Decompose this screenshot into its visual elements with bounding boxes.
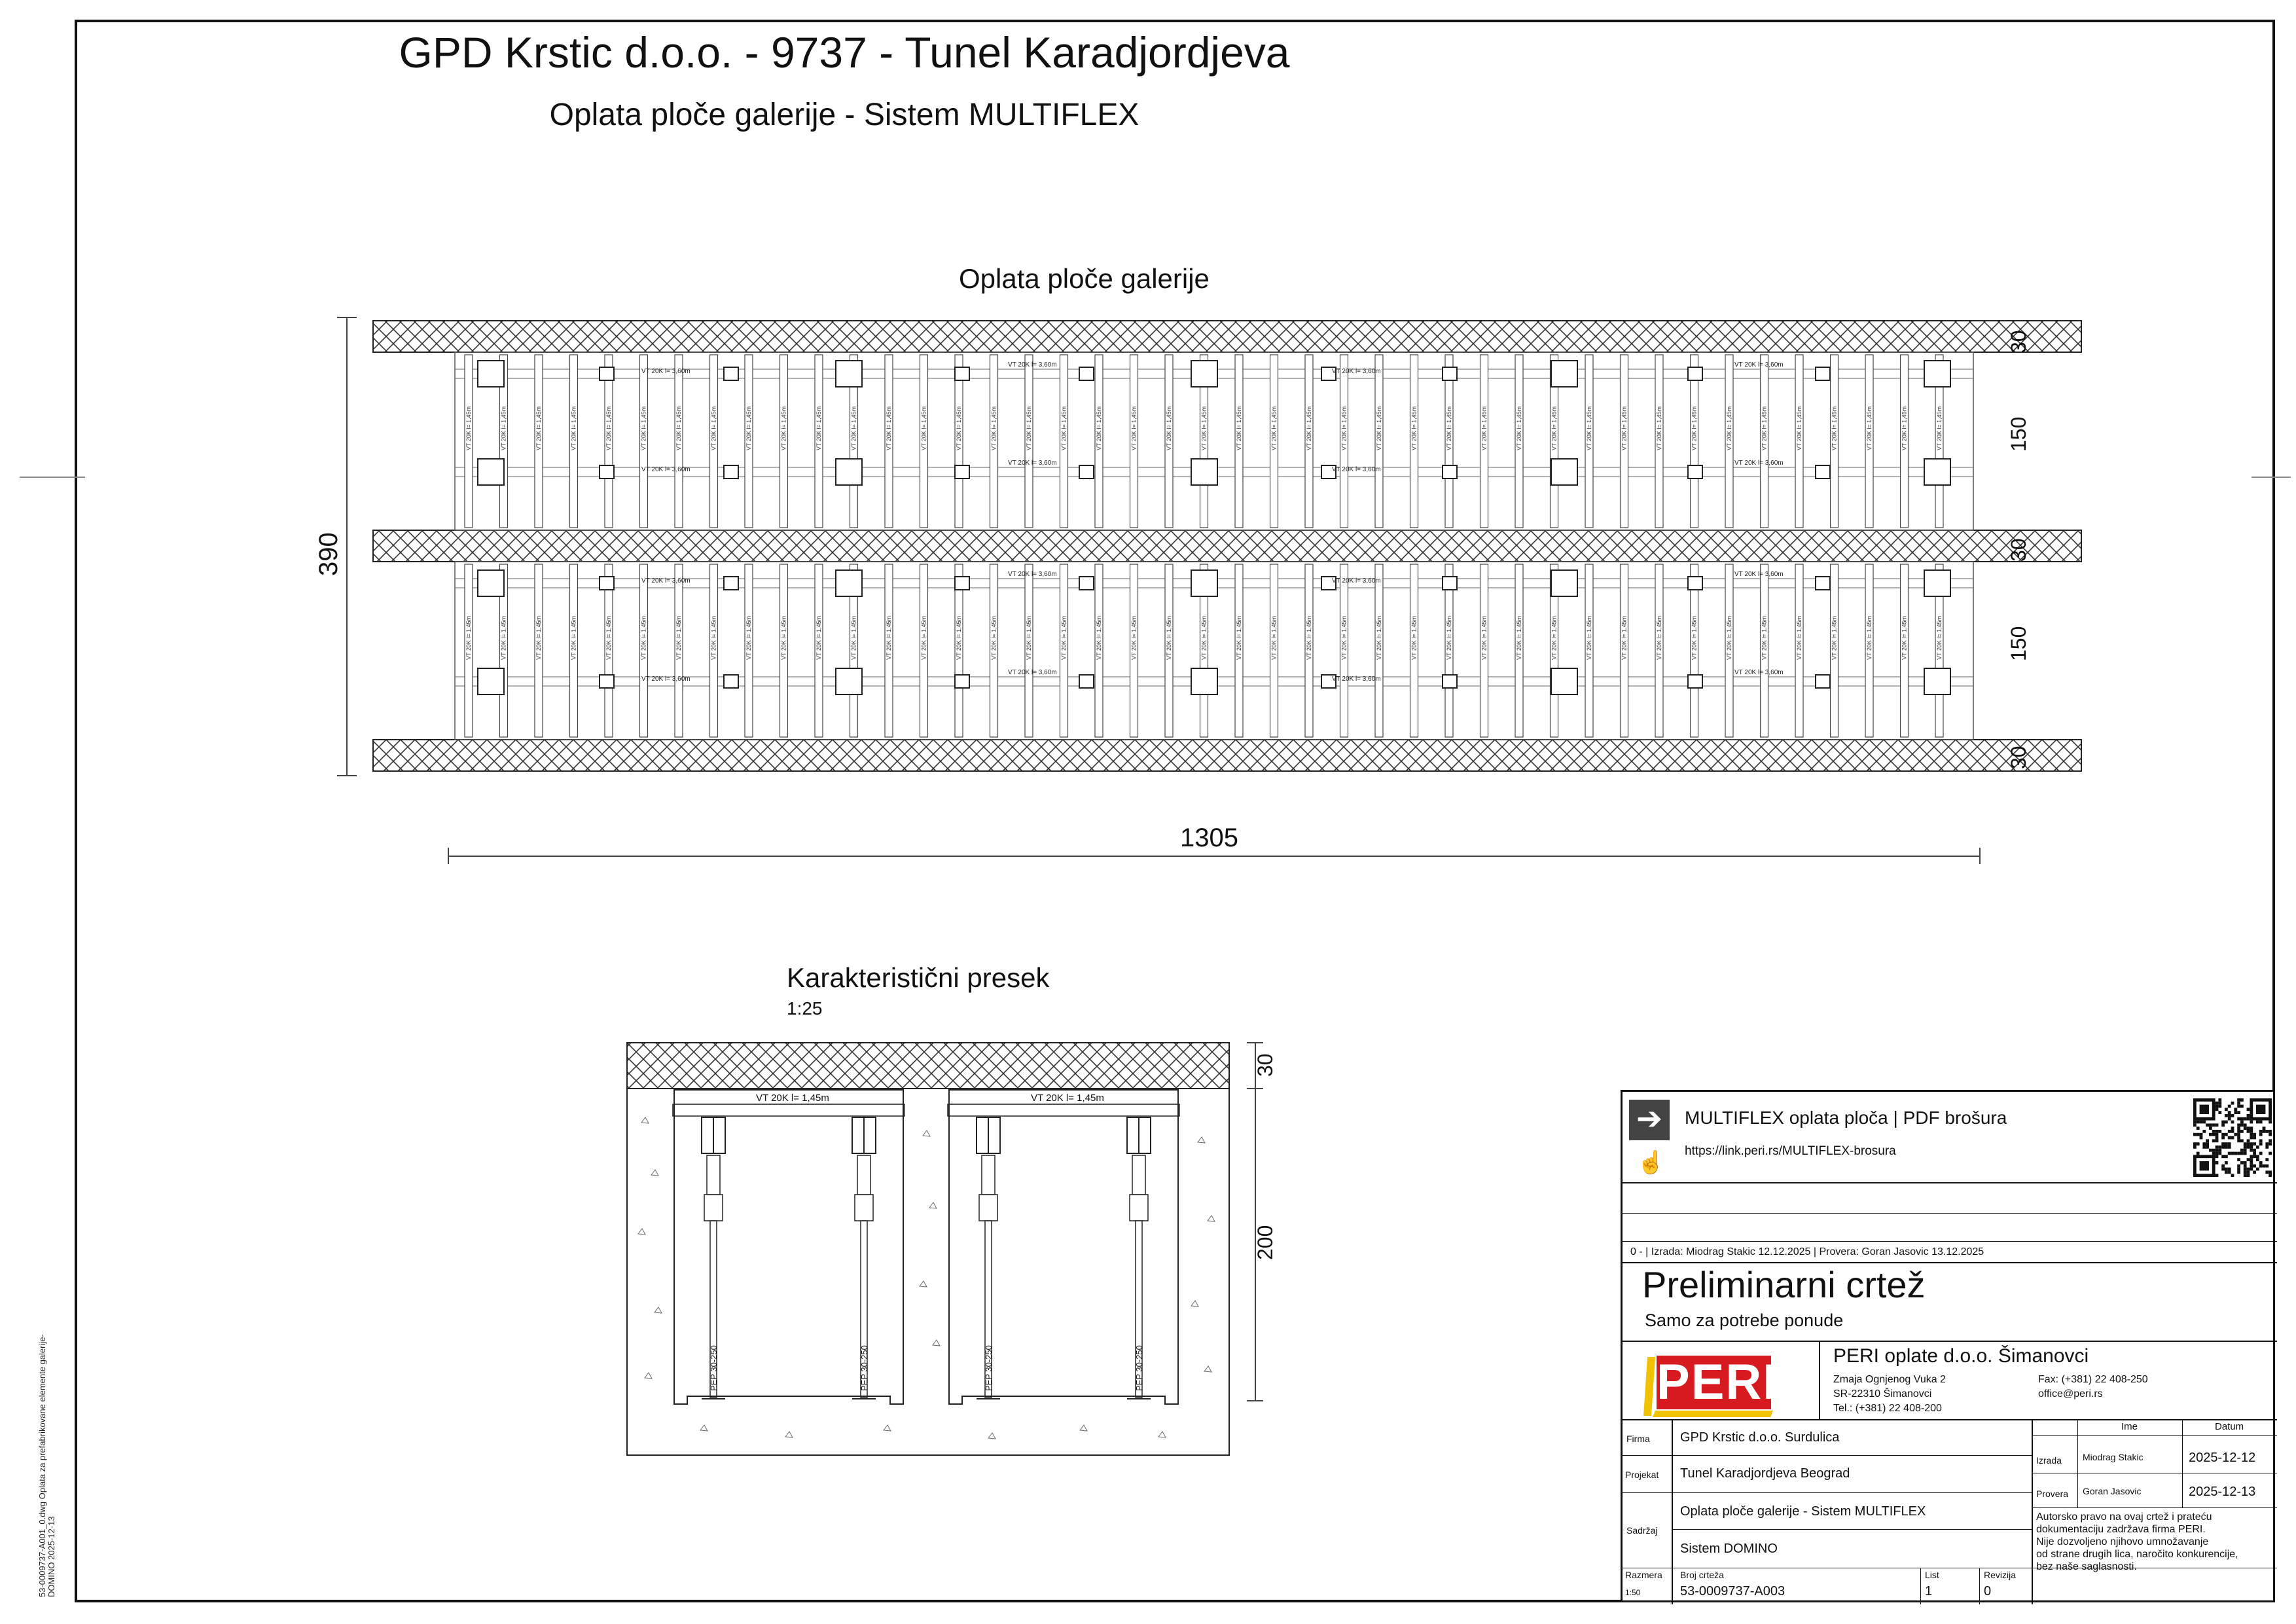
svg-text:VT 20K l= 1,45m: VT 20K l= 1,45m xyxy=(675,615,682,660)
section-dim-top: 30 xyxy=(1253,1053,1277,1077)
prop-head xyxy=(1688,465,1702,478)
svg-text:VT 20K l= 1,45m: VT 20K l= 1,45m xyxy=(920,406,927,450)
svg-text:VT 20K l= 1,45m: VT 20K l= 1,45m xyxy=(1410,406,1418,450)
label-ime: Ime xyxy=(2121,1421,2138,1432)
address-line-2: SR-22310 Šimanovci xyxy=(1833,1388,1932,1399)
section-scale: 1:25 xyxy=(787,998,823,1019)
section-title: Karakteristični presek xyxy=(787,962,1050,993)
prop-head xyxy=(1191,459,1217,485)
svg-text:VT 20K l= 1,45m: VT 20K l= 1,45m xyxy=(500,406,507,450)
prop-head xyxy=(1551,361,1577,387)
svg-text:VT 20K l= 3,60m: VT 20K l= 3,60m xyxy=(1008,361,1057,369)
fax: Fax: (+381) 22 408-250 xyxy=(2038,1374,2148,1385)
prop-head xyxy=(1079,465,1094,478)
svg-text:VT 20K l= 1,45m: VT 20K l= 1,45m xyxy=(640,406,647,450)
svg-text:VT 20K l= 1,45m: VT 20K l= 1,45m xyxy=(756,1092,829,1104)
svg-text:VT 20K l= 1,45m: VT 20K l= 1,45m xyxy=(1166,406,1172,450)
svg-text:VT 20K l= 1,45m: VT 20K l= 1,45m xyxy=(1901,406,1908,450)
svg-text:VT 20K l= 1,45m: VT 20K l= 1,45m xyxy=(990,406,997,450)
svg-text:VT 20K l= 1,45m: VT 20K l= 1,45m xyxy=(1270,406,1278,450)
section-slab xyxy=(627,1043,1229,1089)
svg-text:VT 20K l= 3,60m: VT 20K l= 3,60m xyxy=(1734,460,1784,467)
svg-text:VT 20K l= 1,45m: VT 20K l= 1,45m xyxy=(1480,406,1488,450)
section-bay-1 xyxy=(673,1090,905,1404)
svg-text:VT 20K l= 3,60m: VT 20K l= 3,60m xyxy=(1734,571,1784,578)
prop-head xyxy=(1443,675,1457,688)
svg-text:VT 20K l= 1,45m: VT 20K l= 1,45m xyxy=(1200,406,1208,450)
svg-text:VT 20K l= 1,45m: VT 20K l= 1,45m xyxy=(1901,615,1908,660)
svg-text:VT 20K l= 3,60m: VT 20K l= 3,60m xyxy=(1332,676,1381,683)
prop-head xyxy=(1443,577,1457,590)
svg-text:VT 20K l= 1,45m: VT 20K l= 1,45m xyxy=(640,615,647,660)
svg-text:VT 20K l= 1,45m: VT 20K l= 1,45m xyxy=(710,406,717,450)
company-name: PERI oplate d.o.o. Šimanovci xyxy=(1833,1345,2089,1367)
svg-text:VT 20K l= 1,45m: VT 20K l= 1,45m xyxy=(1551,615,1558,660)
prop-head xyxy=(836,459,862,485)
side-file-note: 53-0009737-A001_0.dwg Oplata za prefabrikovane elemente galerije-DOMINO 2025-12-13 xyxy=(37,1334,56,1597)
prop-head xyxy=(724,367,738,380)
prop-head xyxy=(1191,570,1217,596)
prop-head xyxy=(1688,675,1702,688)
sadrzaj-line-1: Oplata ploče galerije - Sistem MULTIFLEX xyxy=(1680,1504,1926,1519)
prop-head xyxy=(955,577,969,590)
label-datum: Datum xyxy=(2215,1421,2244,1432)
prop-head xyxy=(955,675,969,688)
svg-text:VT 20K l= 1,45m: VT 20K l= 1,45m xyxy=(745,406,752,450)
prop-head xyxy=(1443,367,1457,380)
sadrzaj-line-2: Sistem DOMINO xyxy=(1680,1542,1778,1556)
peri-logo-text: PERI xyxy=(1657,1354,1778,1410)
svg-text:VT 20K l= 1,45m: VT 20K l= 1,45m xyxy=(745,615,752,660)
dim-total-length: 1305 xyxy=(1180,823,1238,852)
firma: GPD Krstic d.o.o. Surdulica xyxy=(1680,1430,1840,1445)
prop-head xyxy=(1079,577,1094,590)
svg-text:VT 20K l= 1,45m: VT 20K l= 1,45m xyxy=(1446,615,1452,660)
label-sadrzaj: Sadržaj xyxy=(1626,1525,1658,1536)
copyright-line-2: dokumentaciju zadržava firma PERI. xyxy=(2036,1524,2206,1535)
svg-text:VT 20K l= 1,45m: VT 20K l= 1,45m xyxy=(1691,406,1698,450)
svg-text:VT 20K l= 3,60m: VT 20K l= 3,60m xyxy=(1008,669,1057,676)
svg-text:VT 20K l= 1,45m: VT 20K l= 1,45m xyxy=(1691,615,1698,660)
svg-text:VT 20K l= 1,45m: VT 20K l= 1,45m xyxy=(1936,406,1943,450)
dim-total-height: 390 xyxy=(314,532,343,576)
label-projekat: Projekat xyxy=(1625,1470,1659,1480)
label-razmera: Razmera xyxy=(1625,1570,1662,1580)
prop-head xyxy=(478,459,504,485)
svg-text:VT 20K l= 1,45m: VT 20K l= 1,45m xyxy=(990,615,997,660)
support-band-3 xyxy=(373,740,2081,771)
svg-text:PEP 30-250: PEP 30-250 xyxy=(984,1345,994,1391)
svg-text:VT 20K l= 1,45m: VT 20K l= 1,45m xyxy=(1340,615,1348,660)
svg-text:VT 20K l= 1,45m: VT 20K l= 1,45m xyxy=(816,406,822,450)
izrada-datum: 2025-12-12 xyxy=(2189,1451,2256,1465)
list: 1 xyxy=(1925,1584,1933,1598)
svg-text:VT 20K l= 1,45m: VT 20K l= 1,45m xyxy=(1796,406,1803,450)
title-block xyxy=(1621,1090,2275,1602)
prop-head xyxy=(600,577,614,590)
svg-text:VT 20K l= 1,45m: VT 20K l= 1,45m xyxy=(1586,615,1592,660)
svg-text:VT 20K l= 3,60m: VT 20K l= 3,60m xyxy=(641,368,691,375)
svg-text:VT 20K l= 1,45m: VT 20K l= 1,45m xyxy=(1376,615,1382,660)
prop-head xyxy=(478,668,504,695)
svg-text:VT 20K l= 1,45m: VT 20K l= 1,45m xyxy=(1516,615,1522,660)
svg-text:VT 20K l= 1,45m: VT 20K l= 1,45m xyxy=(605,406,612,450)
svg-text:VT 20K l= 3,60m: VT 20K l= 3,60m xyxy=(1734,361,1784,369)
svg-text:VT 20K l= 1,45m: VT 20K l= 1,45m xyxy=(920,615,927,660)
svg-text:VT 20K l= 1,45m: VT 20K l= 1,45m xyxy=(570,406,577,450)
drawing-status: Preliminarni crtež xyxy=(1642,1264,1926,1305)
prop-head xyxy=(1816,675,1830,688)
prop-head xyxy=(1443,465,1457,478)
svg-text:VT 20K l= 1,45m: VT 20K l= 1,45m xyxy=(1761,406,1768,450)
svg-text:VT 20K l= 1,45m: VT 20K l= 1,45m xyxy=(465,406,472,450)
svg-text:VT 20K l= 1,45m: VT 20K l= 1,45m xyxy=(1026,615,1032,660)
svg-text:PEP 30-250: PEP 30-250 xyxy=(859,1345,869,1391)
prop-head xyxy=(1924,570,1950,596)
svg-text:VT 20K l= 1,45m: VT 20K l= 1,45m xyxy=(1831,406,1838,450)
prop-head xyxy=(600,675,614,688)
svg-text:VT 20K l= 1,45m: VT 20K l= 1,45m xyxy=(1796,615,1803,660)
svg-text:VT 20K l= 3,60m: VT 20K l= 3,60m xyxy=(641,577,691,585)
registration-tick-right xyxy=(2251,477,2291,478)
registration-tick-left xyxy=(20,477,85,478)
pointer-hand-icon: ☝ xyxy=(1637,1150,1665,1175)
svg-text:VT 20K l= 1,45m: VT 20K l= 1,45m xyxy=(780,406,787,450)
svg-text:VT 20K l= 1,45m: VT 20K l= 1,45m xyxy=(1656,406,1662,450)
arrow-right-icon[interactable]: ➔ xyxy=(1629,1100,1670,1140)
izrada-ime: Miodrag Stakic xyxy=(2083,1452,2144,1462)
prop-head xyxy=(1191,361,1217,387)
dim-seg-5: 30 xyxy=(2007,746,2030,769)
label-izrada: Izrada xyxy=(2036,1455,2062,1466)
prop-head xyxy=(724,675,738,688)
projekat: Tunel Karadjordjeva Beograd xyxy=(1680,1466,1850,1481)
svg-text:VT 20K l= 3,60m: VT 20K l= 3,60m xyxy=(1734,669,1784,676)
svg-text:VT 20K l= 1,45m: VT 20K l= 1,45m xyxy=(1726,406,1732,450)
svg-text:VT 20K l= 1,45m: VT 20K l= 1,45m xyxy=(500,615,507,660)
svg-text:VT 20K l= 1,45m: VT 20K l= 1,45m xyxy=(1761,615,1768,660)
svg-text:VT 20K l= 1,45m: VT 20K l= 1,45m xyxy=(1130,406,1138,450)
revision-line: 0 - | Izrada: Miodrag Stakic 12.12.2025 | Provera: Goran Jasovic 13.12.2025 xyxy=(1630,1246,1984,1257)
svg-text:VT 20K l= 3,60m: VT 20K l= 3,60m xyxy=(641,466,691,473)
prop-head xyxy=(836,668,862,695)
section-dim-height: 200 xyxy=(1253,1225,1277,1260)
drawing-note: Samo za potrebe ponude xyxy=(1645,1310,1844,1330)
prop-head xyxy=(1816,367,1830,380)
section-bay-2 xyxy=(948,1090,1179,1404)
prop-head xyxy=(1688,367,1702,380)
page-subtitle: Oplata ploče galerije - Sistem MULTIFLEX xyxy=(549,98,1139,132)
prop-head xyxy=(1191,668,1217,695)
svg-text:VT 20K l= 1,45m: VT 20K l= 1,45m xyxy=(1866,406,1873,450)
label-list: List xyxy=(1925,1570,1939,1580)
support-band-2 xyxy=(373,530,2081,562)
svg-text:VT 20K l= 1,45m: VT 20K l= 1,45m xyxy=(1866,615,1873,660)
svg-text:VT 20K l= 1,45m: VT 20K l= 1,45m xyxy=(1551,406,1558,450)
svg-text:VT 20K l= 1,45m: VT 20K l= 1,45m xyxy=(1410,615,1418,660)
svg-text:VT 20K l= 1,45m: VT 20K l= 1,45m xyxy=(1270,615,1278,660)
email[interactable]: office@peri.rs xyxy=(2038,1388,2103,1399)
prop-head xyxy=(1816,577,1830,590)
svg-text:VT 20K l= 1,45m: VT 20K l= 1,45m xyxy=(956,615,962,660)
provera-ime: Goran Jasovic xyxy=(2083,1486,2142,1496)
prop-head xyxy=(600,465,614,478)
svg-text:VT 20K l= 1,45m: VT 20K l= 1,45m xyxy=(570,615,577,660)
provera-datum: 2025-12-13 xyxy=(2189,1485,2256,1499)
prop-head xyxy=(1079,367,1094,380)
prop-head xyxy=(955,367,969,380)
prop-head xyxy=(1079,675,1094,688)
svg-text:VT 20K l= 1,45m: VT 20K l= 1,45m xyxy=(1621,406,1628,450)
svg-text:VT 20K l= 1,45m: VT 20K l= 1,45m xyxy=(675,406,682,450)
qr-code-icon[interactable] xyxy=(2193,1096,2272,1180)
svg-text:VT 20K l= 3,60m: VT 20K l= 3,60m xyxy=(1008,460,1057,467)
copyright-line-5: bez naše saglasnosti. xyxy=(2036,1561,2137,1572)
prop-head xyxy=(724,465,738,478)
svg-text:VT 20K l= 1,45m: VT 20K l= 1,45m xyxy=(816,615,822,660)
address-line-3: Tel.: (+381) 22 408-200 xyxy=(1833,1403,1942,1414)
svg-text:VT 20K l= 3,60m: VT 20K l= 3,60m xyxy=(1332,466,1381,473)
dim-seg-3: 30 xyxy=(2007,538,2030,562)
svg-text:VT 20K l= 1,45m: VT 20K l= 1,45m xyxy=(780,615,787,660)
prop-head xyxy=(955,465,969,478)
svg-text:VT 20K l= 1,45m: VT 20K l= 1,45m xyxy=(886,406,892,450)
svg-text:VT 20K l= 1,45m: VT 20K l= 1,45m xyxy=(1306,615,1312,660)
copyright-line-4: od strane drugih lica, naročito konkurencije, xyxy=(2036,1549,2238,1560)
prop-head xyxy=(836,361,862,387)
section-bays xyxy=(638,1090,1215,1439)
svg-text:VT 20K l= 3,60m: VT 20K l= 3,60m xyxy=(1008,571,1057,578)
label-broj: Broj crteža xyxy=(1680,1570,1724,1580)
svg-text:VT 20K l= 1,45m: VT 20K l= 1,45m xyxy=(1376,406,1382,450)
svg-text:VT 20K l= 1,45m: VT 20K l= 1,45m xyxy=(535,406,542,450)
prop-head xyxy=(600,367,614,380)
svg-text:VT 20K l= 1,45m: VT 20K l= 1,45m xyxy=(1831,615,1838,660)
svg-text:VT 20K l= 1,45m: VT 20K l= 1,45m xyxy=(1200,615,1208,660)
prop-head xyxy=(478,570,504,596)
dim-seg-1: 30 xyxy=(2007,330,2030,353)
svg-text:VT 20K l= 1,45m: VT 20K l= 1,45m xyxy=(1236,406,1242,450)
prop-head xyxy=(1816,465,1830,478)
prop-head xyxy=(1551,668,1577,695)
svg-text:VT 20K l= 1,45m: VT 20K l= 1,45m xyxy=(1306,406,1312,450)
label-revizija: Revizija xyxy=(1984,1570,2017,1580)
svg-text:VT 20K l= 1,45m: VT 20K l= 1,45m xyxy=(956,406,962,450)
svg-text:VT 20K l= 1,45m: VT 20K l= 1,45m xyxy=(1726,615,1732,660)
slab-support-bands xyxy=(373,321,2081,771)
svg-text:VT 20K l= 1,45m: VT 20K l= 1,45m xyxy=(1031,1092,1104,1104)
brochure-link-url[interactable]: https://link.peri.rs/MULTIFLEX-brosura xyxy=(1685,1144,1896,1158)
prop-head xyxy=(1924,668,1950,695)
svg-text:VT 20K l= 3,60m: VT 20K l= 3,60m xyxy=(1332,577,1381,585)
label-provera: Provera xyxy=(2036,1489,2069,1499)
plan-view xyxy=(314,308,2114,884)
dim-seg-4: 150 xyxy=(2007,626,2030,661)
plan-title: Oplata ploče galerije xyxy=(959,263,1210,294)
svg-text:VT 20K l= 1,45m: VT 20K l= 1,45m xyxy=(1621,615,1628,660)
address-line-1: Zmaja Ognjenog Vuka 2 xyxy=(1833,1374,1946,1385)
prop-head xyxy=(1688,577,1702,590)
prop-head xyxy=(1551,459,1577,485)
svg-text:VT 20K l= 1,45m: VT 20K l= 1,45m xyxy=(1026,406,1032,450)
razmera: 1:50 xyxy=(1625,1588,1641,1597)
svg-text:VT 20K l= 1,45m: VT 20K l= 1,45m xyxy=(1656,615,1662,660)
brochure-link-heading[interactable]: MULTIFLEX oplata ploča | PDF brošura xyxy=(1685,1108,2007,1128)
revizija: 0 xyxy=(1984,1584,1992,1598)
svg-text:VT 20K l= 1,45m: VT 20K l= 1,45m xyxy=(1480,615,1488,660)
svg-text:VT 20K l= 1,45m: VT 20K l= 1,45m xyxy=(1096,615,1102,660)
svg-text:VT 20K l= 1,45m: VT 20K l= 1,45m xyxy=(1166,615,1172,660)
svg-text:VT 20K l= 1,45m: VT 20K l= 1,45m xyxy=(1446,406,1452,450)
prop-head xyxy=(724,577,738,590)
copyright-line-1: Autorsko pravo na ovaj crtež i prateću xyxy=(2036,1511,2212,1523)
support-band-1 xyxy=(373,321,2081,352)
svg-text:VT 20K l= 1,45m: VT 20K l= 1,45m xyxy=(850,406,857,450)
svg-text:VT 20K l= 1,45m: VT 20K l= 1,45m xyxy=(1516,406,1522,450)
svg-text:VT 20K l= 1,45m: VT 20K l= 1,45m xyxy=(1236,615,1242,660)
svg-text:VT 20K l= 3,60m: VT 20K l= 3,60m xyxy=(641,676,691,683)
svg-text:PEP 30-250: PEP 30-250 xyxy=(709,1345,719,1391)
svg-text:VT 20K l= 1,45m: VT 20K l= 1,45m xyxy=(465,615,472,660)
svg-text:VT 20K l= 1,45m: VT 20K l= 1,45m xyxy=(1936,615,1943,660)
label-firma: Firma xyxy=(1626,1434,1650,1444)
prop-head xyxy=(1924,361,1950,387)
svg-text:VT 20K l= 1,45m: VT 20K l= 1,45m xyxy=(1130,615,1138,660)
prop-head xyxy=(478,361,504,387)
svg-text:VT 20K l= 1,45m: VT 20K l= 1,45m xyxy=(850,615,857,660)
prop-head xyxy=(1551,570,1577,596)
svg-text:VT 20K l= 1,45m: VT 20K l= 1,45m xyxy=(886,615,892,660)
svg-text:VT 20K l= 1,45m: VT 20K l= 1,45m xyxy=(1060,406,1067,450)
copyright-line-3: Nije dozvoljeno njihovo umnožavanje xyxy=(2036,1536,2209,1547)
svg-text:VT 20K l= 1,45m: VT 20K l= 1,45m xyxy=(1586,406,1592,450)
section-view xyxy=(622,1038,1289,1470)
svg-text:VT 20K l= 3,60m: VT 20K l= 3,60m xyxy=(1332,368,1381,375)
svg-text:VT 20K l= 1,45m: VT 20K l= 1,45m xyxy=(1096,406,1102,450)
svg-text:VT 20K l= 1,45m: VT 20K l= 1,45m xyxy=(1340,406,1348,450)
svg-text:VT 20K l= 1,45m: VT 20K l= 1,45m xyxy=(1060,615,1067,660)
dim-seg-2: 150 xyxy=(2007,416,2030,452)
page-title: GPD Krstic d.o.o. - 9737 - Tunel Karadjordjeva xyxy=(399,28,1290,77)
broj-crteza: 53-0009737-A003 xyxy=(1680,1584,1785,1598)
svg-text:VT 20K l= 1,45m: VT 20K l= 1,45m xyxy=(710,615,717,660)
svg-text:VT 20K l= 1,45m: VT 20K l= 1,45m xyxy=(605,615,612,660)
svg-text:VT 20K l= 1,45m: VT 20K l= 1,45m xyxy=(535,615,542,660)
prop-head xyxy=(1924,459,1950,485)
prop-head xyxy=(836,570,862,596)
svg-text:PEP 30-250: PEP 30-250 xyxy=(1134,1345,1144,1391)
